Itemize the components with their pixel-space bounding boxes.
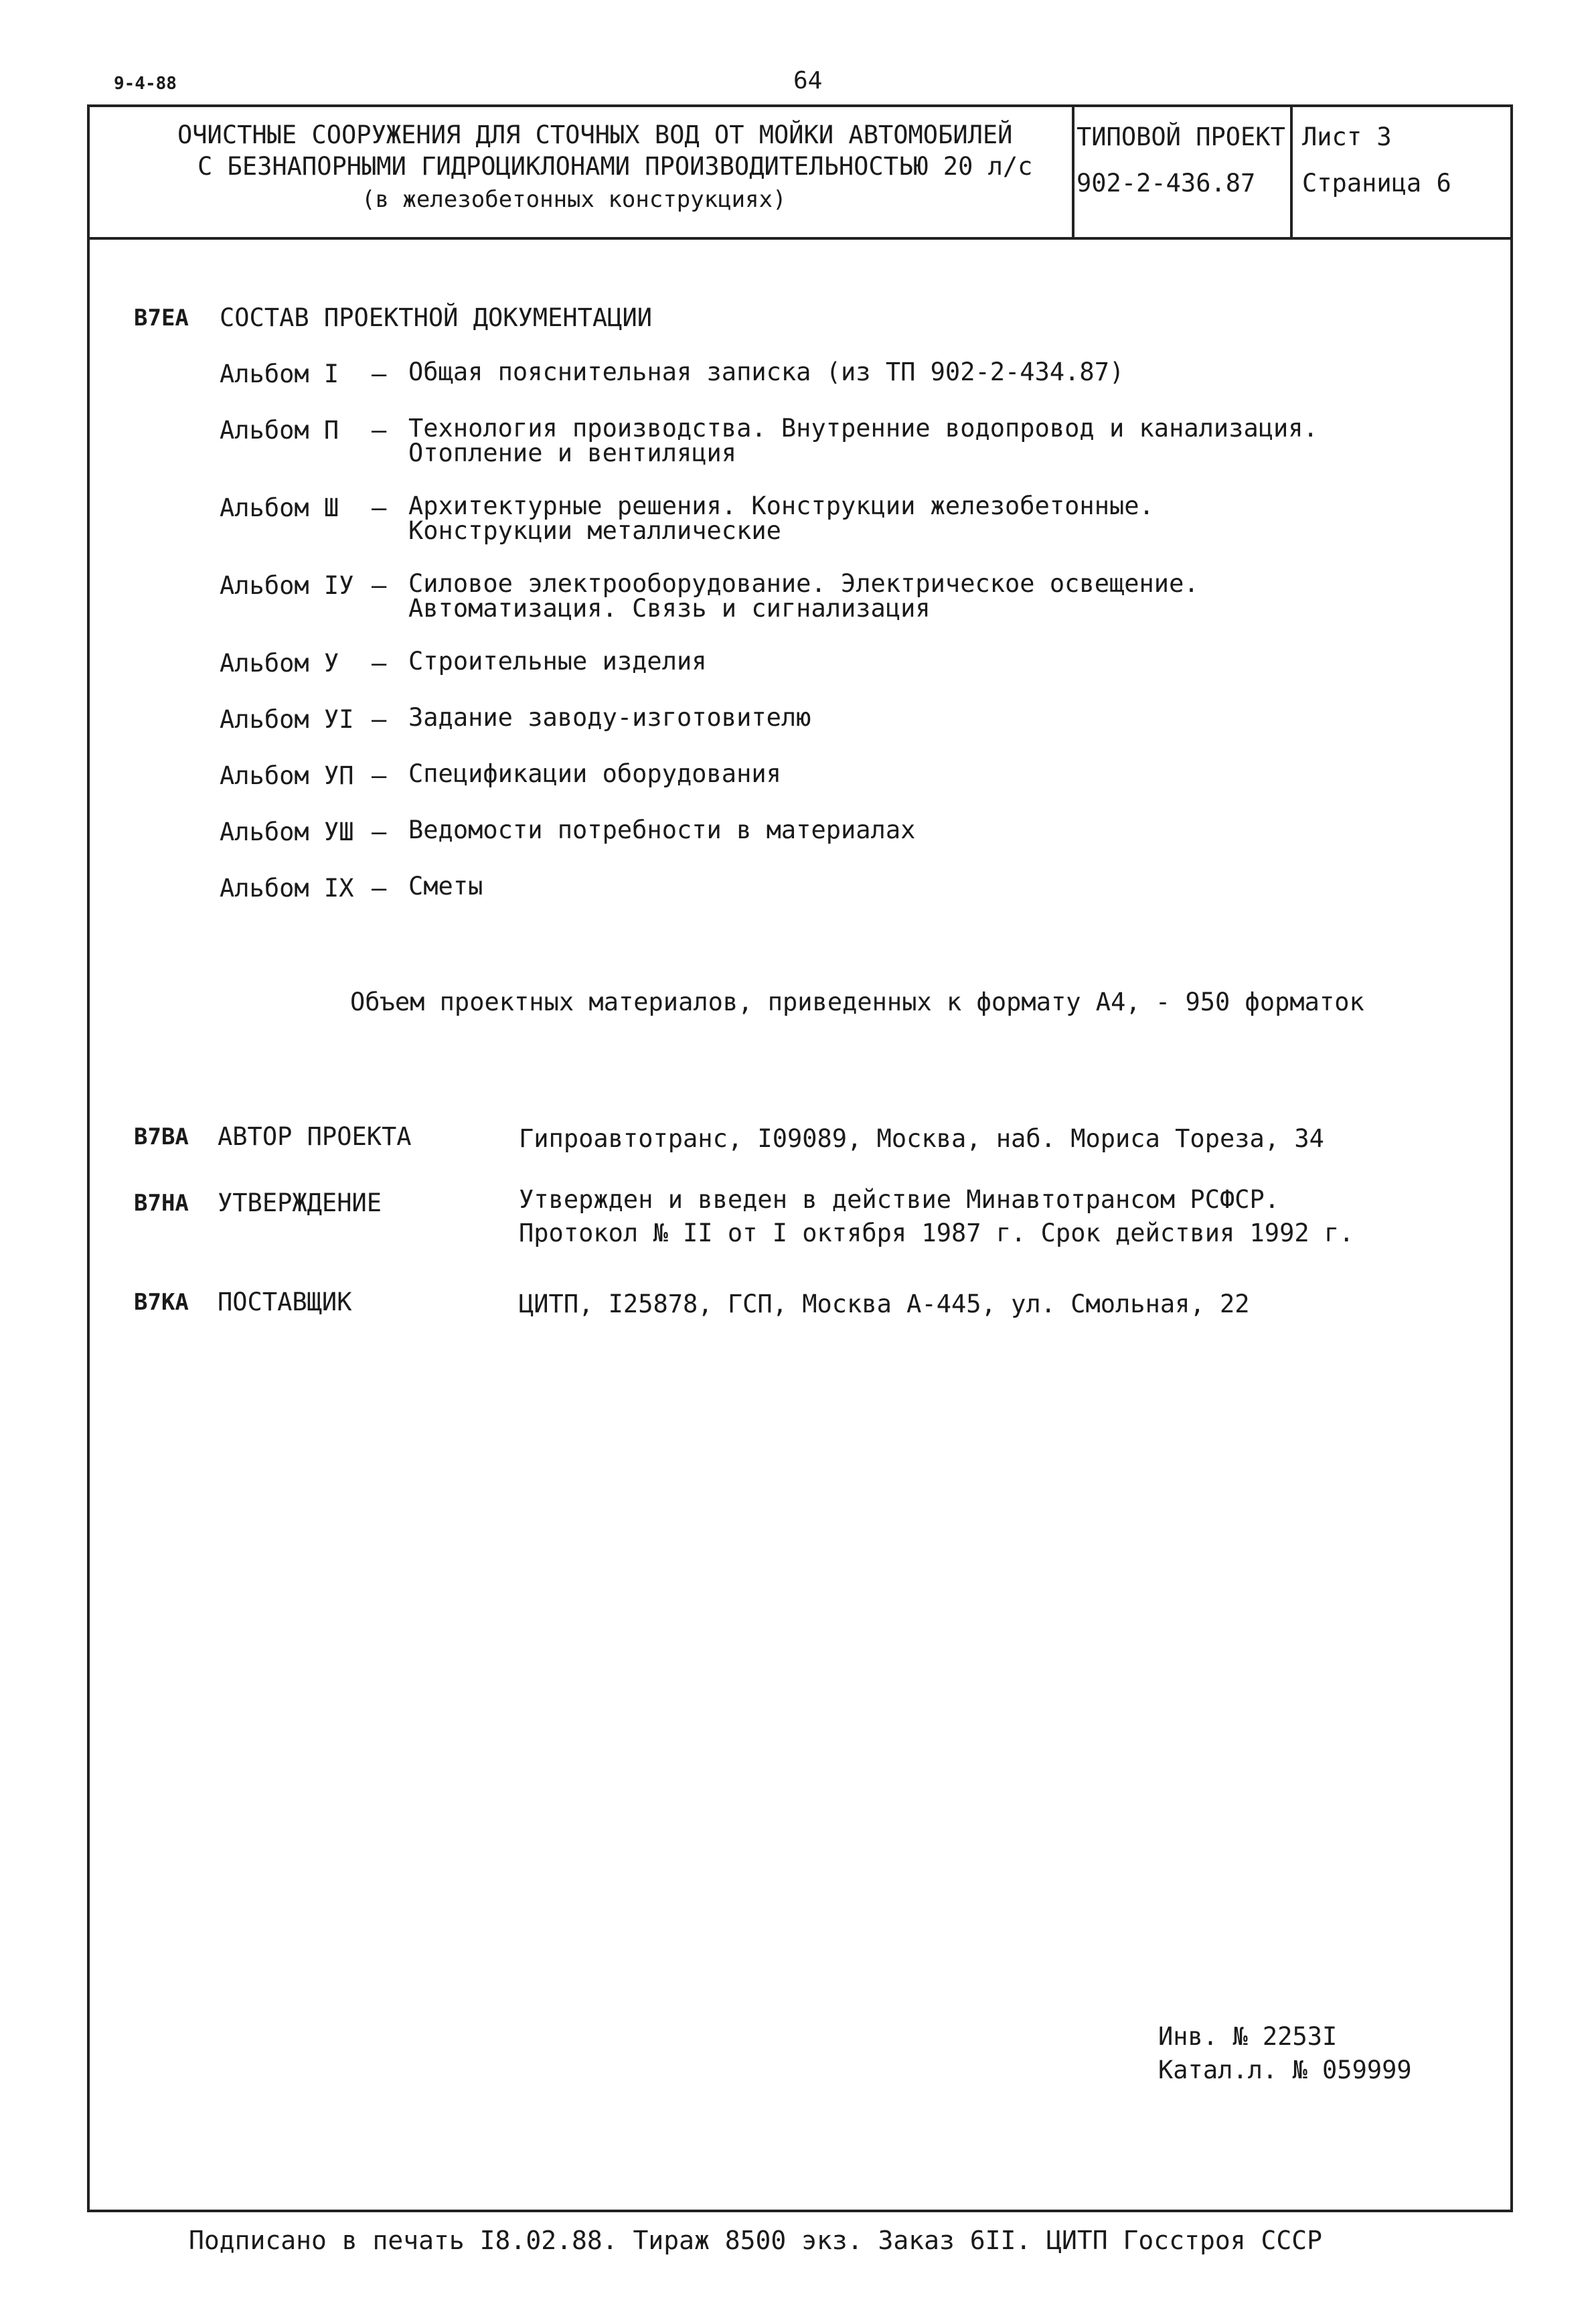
album-label: Альбом I	[220, 360, 339, 388]
sheet-number: Лист 3	[1302, 123, 1392, 151]
page-index: Страница 6	[1302, 169, 1451, 198]
imprint-footer: Подписано в печать I8.02.88. Тираж 8500 экз. Заказ 6II. ЦИТП Госстроя СССР	[189, 2226, 1322, 2255]
dash: –	[372, 874, 387, 903]
album-label: Альбом П	[220, 416, 339, 445]
album-label: Альбом IX	[220, 874, 354, 903]
album-label: Альбом У	[220, 649, 339, 678]
header-column-line	[1290, 107, 1293, 238]
album-description: Ведомости потребности в материалах	[408, 816, 916, 844]
album-description: Задание заводу-изготовителю	[408, 703, 811, 732]
approval-code: В7НА	[134, 1190, 189, 1217]
album-description: Сметы	[408, 872, 483, 901]
author-label: АВТОР ПРОЕКТА	[218, 1122, 412, 1151]
album-label: Альбом УШ	[220, 818, 354, 846]
album-label: Альбом УI	[220, 705, 354, 734]
inventory-number: Инв. № 2253I	[1158, 2022, 1338, 2051]
section-title: СОСТАВ ПРОЕКТНОЙ ДОКУМЕНТАЦИИ	[220, 303, 653, 332]
album-label: Альбом УП	[220, 761, 354, 790]
supplier-code: В7КА	[134, 1289, 189, 1316]
album-description: Технология производства. Внутренние водопровод и канализация. Отопление и вентиляция	[408, 414, 1318, 467]
album-label: Альбом IУ	[220, 571, 354, 600]
album-description: Силовое электрооборудование. Электрическое освещение. Автоматизация. Связь и сигнализация	[408, 569, 1199, 623]
album-description: Общая пояснительная записка (из ТП 902-2-434.87)	[408, 358, 1125, 386]
supplier-value: ЦИТП, I25878, ГСП, Москва А-445, ул. Смольная, 22	[519, 1290, 1250, 1318]
dash: –	[372, 818, 387, 846]
author-value: Гипроавтотранс, I09089, Москва, наб. Мориса Тореза, 34	[519, 1124, 1324, 1153]
section-code: В7ЕА	[134, 305, 189, 331]
project-number: 902-2-436.87	[1076, 169, 1256, 198]
dash: –	[372, 649, 387, 678]
dash: –	[372, 571, 387, 600]
album-description: Архитектурные решения. Конструкции железобетонные. Конструкции металлические	[408, 491, 1154, 545]
supplier-label: ПОСТАВЩИК	[218, 1288, 352, 1316]
project-label: ТИПОВОЙ ПРОЕКТ	[1076, 123, 1285, 151]
page-number: 64	[793, 67, 823, 94]
volume-statement: Объем проектных материалов, приведенных к формату А4, - 950 форматок	[350, 988, 1364, 1016]
dash: –	[372, 416, 387, 445]
dash: –	[372, 705, 387, 734]
header-title-line-2: С БЕЗНАПОРНЫМИ ГИДРОЦИКЛОНАМИ ПРОИЗВОДИТЕЛЬНОСТЬЮ 20 л/с	[197, 152, 1033, 181]
author-code: В7ВА	[134, 1124, 189, 1150]
header-divider	[90, 237, 1510, 240]
header-title-line-3: (в железобетонных конструкциях)	[362, 186, 787, 213]
catalog-number: Катал.л. № 059999	[1158, 2056, 1412, 2084]
dash: –	[372, 493, 387, 522]
header-title-line-1: ОЧИСТНЫЕ СООРУЖЕНИЯ ДЛЯ СТОЧНЫХ ВОД ОТ МОЙКИ АВТОМОБИЛЕЙ	[177, 121, 1013, 149]
document-code: 9-4-88	[114, 74, 177, 94]
approval-label: УТВЕРЖДЕНИЕ	[218, 1188, 382, 1217]
header-column-line	[1072, 107, 1074, 238]
album-label: Альбом Ш	[220, 493, 339, 522]
album-description: Строительные изделия	[408, 647, 707, 676]
album-description: Спецификации оборудования	[408, 759, 781, 788]
approval-value: Утвержден и введен в действие Минавтотрансом РСФСР. Протокол № II от I октября 1987 г. Срок действия 1992 г.	[519, 1185, 1354, 1247]
dash: –	[372, 761, 387, 790]
dash: –	[372, 360, 387, 388]
